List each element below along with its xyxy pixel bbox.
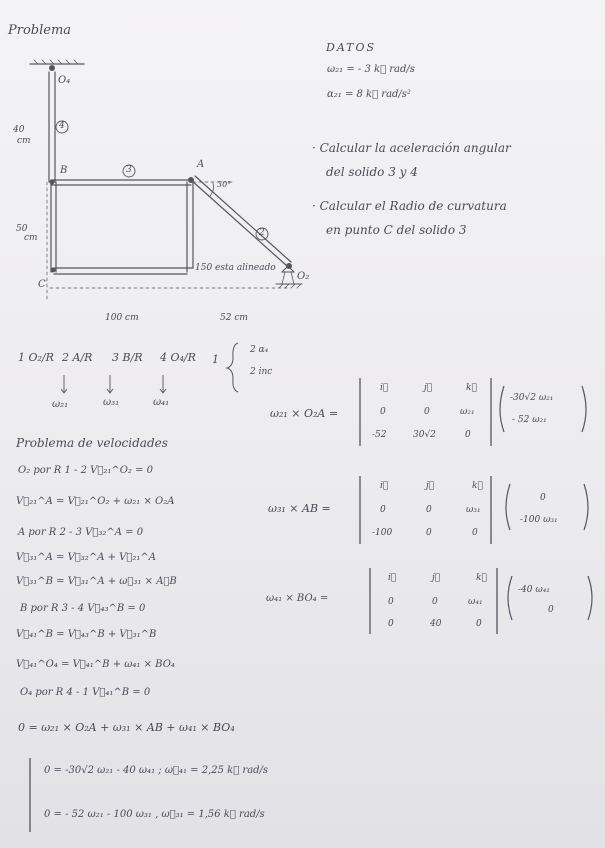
matrix2-r1c2: 0: [426, 505, 432, 515]
label-O2: O₂: [297, 271, 310, 282]
velocity-line12: 0 = - 52 ω₂₁ - 100 ω₃₁ , ω⃗₃₁ = 1,56 k⃗ rad/s: [44, 809, 265, 820]
matrix3-j: j⃗: [432, 573, 441, 583]
label-C: C: [38, 279, 46, 290]
matrix2-res1: 0: [540, 493, 546, 503]
member-2-number: 2: [259, 228, 265, 238]
label-B: B: [60, 165, 68, 176]
velocity-line11: 0 = -30√2 ω₂₁ - 40 ω₄₁ ; ω⃗₄₁ = 2,25 k⃗ rad/s: [44, 765, 269, 776]
matrix2-j: j⃗: [426, 481, 435, 491]
matrix1-res2: - 52 ω₂₁: [512, 415, 547, 425]
velocity-line8: V⃗₄₁^O₄ = V⃗₄₁^B + ω₄₁ × BO₄: [16, 659, 175, 670]
matrix2-r1c1: 0: [380, 505, 386, 515]
matrix1-r1c3: ω₂₁: [460, 407, 475, 417]
matrix3-r2c3: 0: [476, 619, 482, 629]
velocity-line4: V⃗₃₁^A = V⃗₃₂^A + V⃗₂₁^A: [16, 552, 156, 563]
pair-5: 1: [212, 353, 219, 366]
task1-line2: del solido 3 y 4: [326, 165, 418, 179]
velocity-line3: A por R 2 - 3 V⃗₃₂^A = 0: [18, 527, 144, 538]
matrix3-lhs: ω₄₁ × BO₄ =: [266, 593, 329, 604]
omega41-label: ω₄₁: [153, 397, 170, 408]
velocity-heading: Problema de velocidades: [16, 436, 168, 450]
data-alpha21: α₂₁ = 8 k⃗ rad/s²: [327, 89, 411, 100]
task1-line1: · Calcular la aceleración angular: [312, 141, 511, 155]
matrix3-r1c1: 0: [388, 597, 394, 607]
matrix2-r2c3: 0: [472, 528, 478, 538]
brace-line2: 2 inc: [250, 367, 273, 377]
label-A: A: [197, 159, 205, 170]
matrix1-i: i⃗: [380, 383, 389, 393]
label-aligned-note: 150 esta alineado: [195, 263, 276, 273]
matrix2-res2: -100 ω₃₁: [520, 515, 558, 525]
label-50: 50: [16, 224, 28, 234]
velocity-line1: O₂ por R 1 - 2 V⃗₂₁^O₂ = 0: [18, 465, 154, 476]
matrix3-r2c1: 0: [388, 619, 394, 629]
omega21-label: ω₂₁: [52, 399, 69, 410]
task2-line1: · Calcular el Radio de curvatura: [312, 199, 507, 213]
matrix3-r1c2: 0: [432, 597, 438, 607]
label-50-unit: cm: [24, 233, 38, 243]
matrix2-lhs: ω₃₁ × AB =: [268, 502, 331, 515]
member-4-number: 4: [59, 121, 65, 131]
label-40-unit: cm: [17, 136, 31, 146]
matrix1-r2c3: 0: [465, 430, 471, 440]
matrix2-r1c3: ω₃₁: [466, 505, 481, 515]
matrix2-i: i⃗: [380, 481, 389, 491]
matrix2-r2c2: 0: [426, 528, 432, 538]
task2-line2: en punto C del solido 3: [326, 223, 467, 237]
matrix3-res2: 0: [548, 605, 554, 615]
pair-1: 1 O₂/R: [18, 351, 54, 364]
label-O4: O₄: [58, 75, 71, 86]
matrix1-j: j⃗: [424, 383, 433, 393]
member-3-number: 3: [126, 165, 132, 175]
matrix2-r2c1: -100: [372, 528, 393, 538]
matrix1-r1c2: 0: [424, 407, 430, 417]
pair-3: 3 B/R: [112, 351, 143, 364]
pair-2: 2 A/R: [62, 351, 93, 364]
label-40: 40: [13, 125, 25, 135]
data-omega21: ω₂₁ = - 3 k⃗ rad/s: [327, 64, 415, 75]
matrix1-res1: -30√2 ω₂₁: [510, 393, 554, 403]
matrix3-r1c3: ω₄₁: [468, 597, 483, 607]
matrix3-i: i⃗: [388, 573, 397, 583]
matrix1-r1c1: 0: [380, 407, 386, 417]
brace-line1: 2 α₄: [250, 345, 269, 355]
pair-4: 4 O₄/R: [160, 351, 196, 364]
velocity-line6: B por R 3 - 4 V⃗₄₃^B = 0: [20, 603, 146, 614]
matrix1-lhs: ω₂₁ × O₂A =: [270, 407, 339, 420]
matrix1-r2c2: 30√2: [413, 430, 436, 440]
velocity-line5: V⃗₃₁^B = V⃗₃₁^A + ω⃗₃₁ × A⃗B: [16, 576, 177, 587]
label-52cm: 52 cm: [220, 313, 248, 323]
velocity-line9: O₄ por R 4 - 1 V⃗₄₁^B = 0: [20, 687, 151, 698]
matrix3-res1: -40 ω₄₁: [518, 585, 550, 595]
matrix1-k: k⃗: [466, 383, 477, 393]
matrix1-r2c1: -52: [372, 430, 387, 440]
velocity-line2: V⃗₂₁^A = V⃗₂₁^O₂ + ω₂₁ × O₂A: [16, 496, 175, 507]
matrix3-k: k⃗: [476, 573, 487, 583]
velocity-line10: 0 = ω₂₁ × O₂A + ω₃₁ × AB + ω₄₁ × BO₄: [18, 721, 235, 734]
label-angle: 30°: [217, 180, 232, 189]
velocity-line7: V⃗₄₁^B = V⃗₄₃^B + V⃗₃₁^B: [16, 629, 157, 640]
data-heading: DATOS: [326, 41, 377, 54]
matrix3-r2c2: 40: [430, 619, 442, 629]
matrix2-k: k⃗: [472, 481, 483, 491]
page-title: Problema: [8, 23, 72, 38]
omega31-label: ω₃₁: [103, 397, 120, 408]
label-100cm: 100 cm: [105, 313, 139, 323]
